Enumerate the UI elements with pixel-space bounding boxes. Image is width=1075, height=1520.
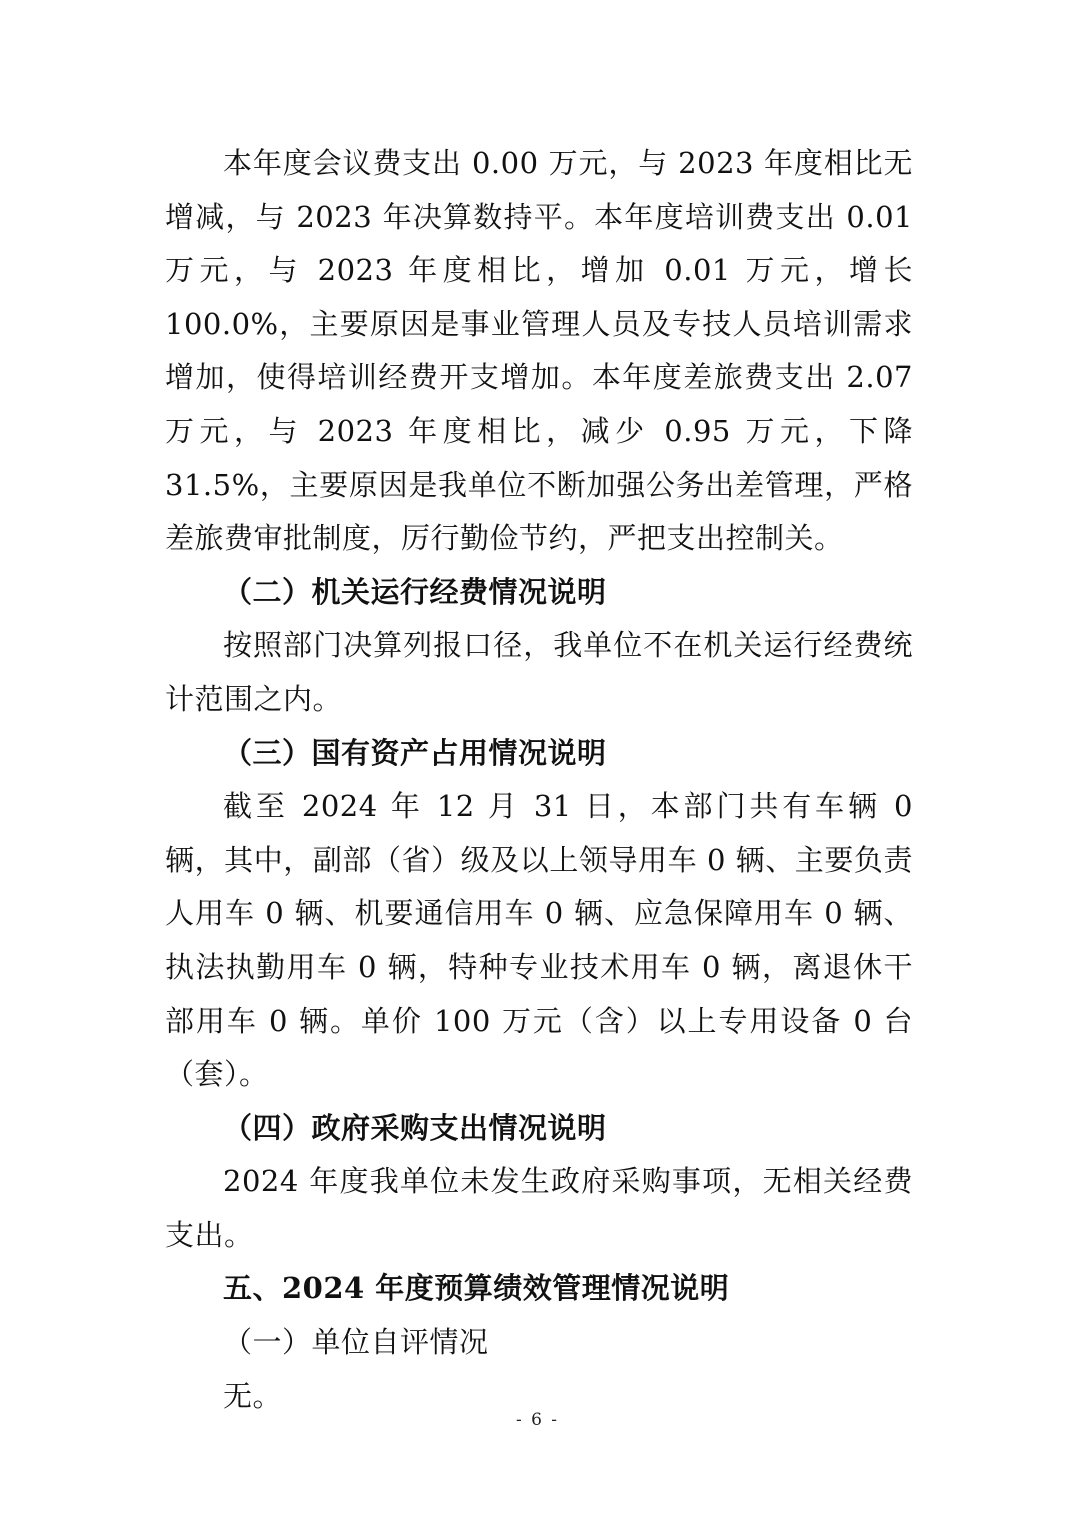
paragraph-state-assets: 截至 2024 年 12 月 31 日，本部门共有车辆 0 辆，其中，副部（省）级及以上领导用车 0 辆、主要负责人用车 0 辆、机要通信用车 0 辆、应急保障用车 0 辆、执法执勤用车 0 辆，特种专业技术用车 0 辆，离退休干部用车 0 辆。单价 100 万元（含）以上专用设备 0 台（套）。 (165, 789, 913, 1092)
subheading-self-evaluation: （一）单位自评情况 (223, 1325, 489, 1360)
heading-state-assets: （三）国有资产占用情况说明 (223, 735, 607, 770)
document-body (165, 137, 913, 1423)
heading-operating-expenses: （二）机关运行经费情况说明 (223, 574, 607, 609)
heading-performance-management: 五、2024 年度预算绩效管理情况说明 (223, 1271, 730, 1306)
paragraph-self-evaluation: 无。 (223, 1378, 283, 1413)
paragraph-operating-expenses: 按照部门决算列报口径，我单位不在机关运行经费统计范围之内。 (165, 628, 913, 716)
paragraph-procurement: 2024 年度我单位未发生政府采购事项，无相关经费支出。 (165, 1164, 913, 1252)
page-number: - 6 - (515, 1410, 560, 1430)
paragraph-expense-summary: 本年度会议费支出 0.00 万元，与 2023 年度相比无增减，与 2023 年决算数持平。本年度培训费支出 0.01 万元，与 2023 年度相比，增加 0.01 万元，增长 100.0%，主要原因是事业管理人员及专技人员培训需求增加，使得培训经费开支增加。本年度差旅费支出 2.07 万元，与 2023 年度相比，减少 0.95 万元，下降 31.5%，主要原因是我单位不断加强公务出差管理，严格差旅费审批制度，厉行勤俭节约，严把支出控制关。 (165, 146, 913, 556)
heading-procurement: （四）政府采购支出情况说明 (223, 1110, 607, 1145)
